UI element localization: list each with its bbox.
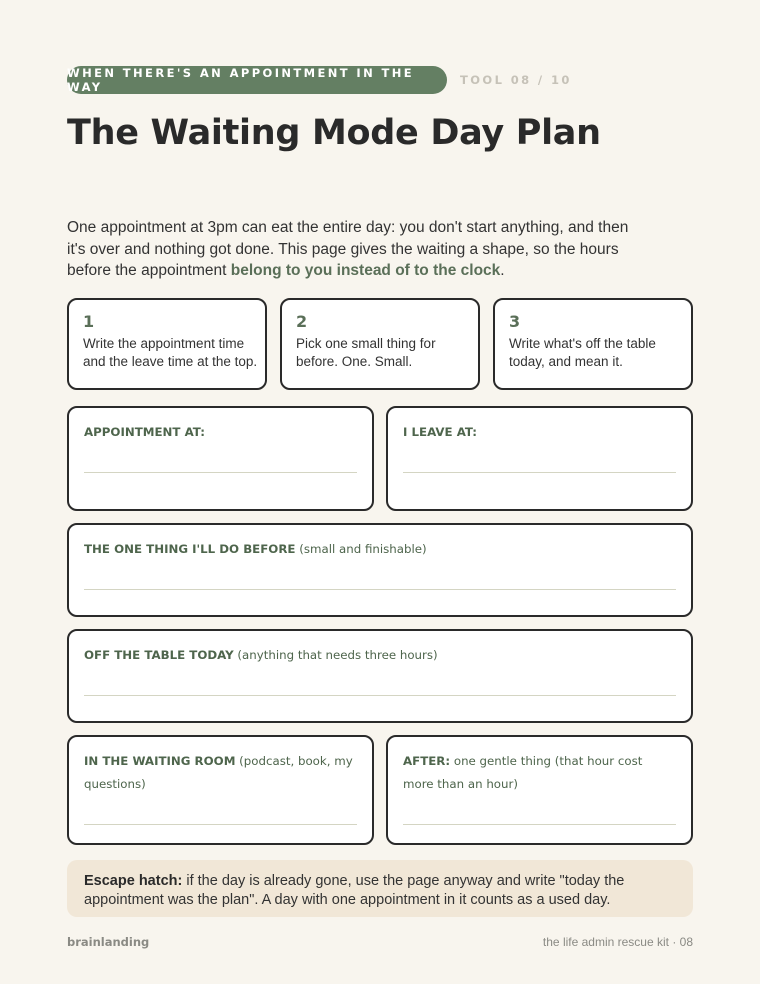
escape-hatch-note [67, 860, 693, 917]
write-line[interactable] [403, 824, 676, 825]
after-field[interactable] [386, 735, 693, 845]
field-label: AFTER: one gentle thing (that hour cost more than an hour) [403, 754, 643, 791]
header-row [67, 66, 572, 94]
field-label: APPOINTMENT AT: [84, 425, 205, 439]
off-table-field[interactable] [67, 629, 693, 723]
waiting-room-field[interactable] [67, 735, 374, 845]
field-label: OFF THE TABLE TODAY (anything that needs three hours) [84, 648, 438, 662]
intro-text: One appointment at 3pm can eat the entire day: you don't start anything, and then it's over and nothing got done. This page gives the waiting a shape, so the hours before the appointment [67, 219, 629, 279]
page-title: The Waiting Mode Day Plan [67, 113, 601, 153]
escape-hatch-text: if the day is already gone, use the page anyway and write "today the appointment was the plan". A day with one appointment in it counts as a used day. [84, 873, 625, 908]
one-thing-field[interactable] [67, 523, 693, 617]
field-label: THE ONE THING I'LL DO BEFORE (small and finishable) [84, 542, 427, 556]
footer-brand: brainlanding [67, 935, 150, 949]
intro-emphasis: belong to you instead of to the clock [230, 262, 501, 279]
write-line[interactable] [84, 589, 676, 590]
field-label: IN THE WAITING ROOM (podcast, book, my questions) [84, 754, 353, 791]
field-label: I LEAVE AT: [403, 425, 478, 439]
step-number: 3 [509, 312, 521, 331]
step-card-2 [280, 298, 480, 390]
write-line[interactable] [84, 695, 676, 696]
step-text: Write what's off the table today, and mean it. [509, 336, 656, 369]
intro-end: . [500, 262, 505, 279]
appointment-at-field[interactable] [67, 406, 374, 511]
write-line[interactable] [403, 472, 676, 473]
i-leave-at-field[interactable] [386, 406, 693, 511]
tool-number: TOOL 08 / 10 [460, 73, 572, 87]
write-line[interactable] [84, 472, 357, 473]
step-number: 1 [83, 312, 95, 331]
step-text: Pick one small thing for before. One. Small. [296, 336, 436, 369]
step-number: 2 [296, 312, 308, 331]
step-card-1 [67, 298, 267, 390]
kicker-pill: WHEN THERE'S AN APPOINTMENT IN THE WAY [67, 66, 447, 94]
footer-kit: the life admin rescue kit · 08 [542, 935, 693, 949]
step-card-3 [493, 298, 693, 390]
step-text: Write the appointment time and the leave time at the top. [83, 336, 258, 369]
escape-hatch-label: Escape hatch: [84, 873, 183, 889]
write-line[interactable] [84, 824, 357, 825]
intro-paragraph [67, 217, 647, 282]
